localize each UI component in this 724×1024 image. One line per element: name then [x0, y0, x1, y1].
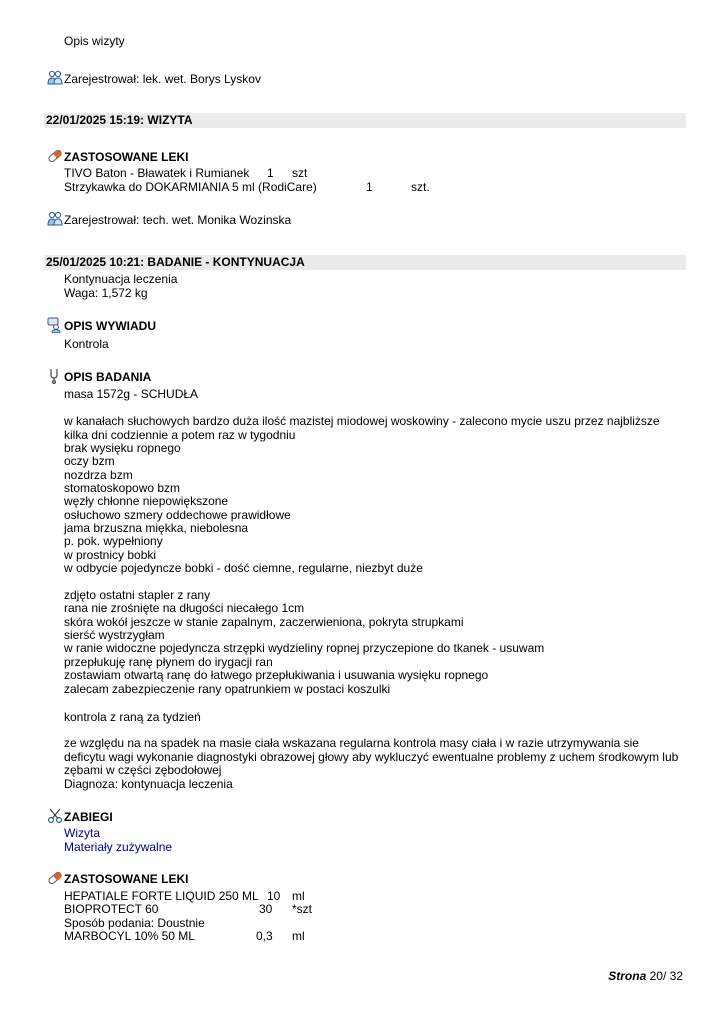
exam-line: w ranie widoczne pojedyncza strzępki wydzieliny ropnej przyczepione do tkanek - usuwam: [64, 641, 545, 655]
drug-name: BIOPROTECT 60: [64, 902, 159, 916]
vet-people-icon: [47, 70, 63, 86]
interview-title: [47, 315, 156, 333]
drug-name: Strzykawka do DOKARMIANIA 5 ml (RodiCare): [64, 180, 317, 194]
exam-line: w odbycie pojedyncze bobki - dość ciemne, regularne, niezbyt duże: [64, 561, 423, 575]
exam-line: skóra wokół jeszcze w stanie zapalnym, zaczerwieniona, pokryta strupkami: [64, 615, 464, 629]
exam-line: oczy bzm: [64, 454, 115, 468]
exam-line: kontrola z raną za tydzień: [64, 710, 201, 724]
vet-people-icon: [47, 211, 63, 227]
drugs-title-text: ZASTOSOWANE LEKI: [64, 872, 189, 886]
exam-line: ze względu na na spadek na masie ciała wskazana regularna kontrola masy ciała i w razie utrzymywania sie: [64, 736, 639, 750]
drugs-title-2: [47, 868, 188, 886]
exam-line: stomatoskopowo bzm: [64, 481, 181, 495]
visit-description-label: Opis wizyty: [64, 34, 125, 48]
drug-unit: szt.: [411, 180, 430, 194]
exam-line: nozdrza bzm: [64, 468, 133, 482]
page-footer: [608, 969, 683, 983]
exam-line: p. pok. wypełniony: [64, 534, 163, 548]
drug-unit: ml: [292, 929, 305, 943]
exam-line: węzły chłonne niepowiększone: [64, 494, 229, 508]
visit-info-line: Kontynuacja leczenia: [64, 272, 178, 286]
drug-unit: szt: [292, 166, 308, 180]
exam-line: zdjęto ostatni stapler z rany: [64, 588, 211, 602]
procedures-title-text: ZABIEGI: [64, 810, 113, 824]
exam-line: rana nie zrośnięte na długości niecałego 1cm: [64, 601, 305, 615]
exam-line: w kanałach słuchowych bardzo duża ilość mazistej miodowej woskowiny - zalecono mycie uszu przez najbliższe: [64, 414, 660, 428]
drug-name: HEPATIALE FORTE LIQUID 250 ML: [64, 889, 259, 903]
interview-icon: [47, 317, 63, 333]
visit-info-line: Waga: 1,572 kg: [64, 286, 148, 300]
registered-by-row-2: [47, 209, 291, 227]
page-number: 20/ 32: [649, 969, 683, 983]
visit-header-1: 22/01/2025 15:19: WIZYTA: [44, 113, 686, 128]
exam-line: w prostnicy bobki: [64, 548, 157, 562]
drug-unit: ml: [292, 889, 305, 903]
exam-line: zostawiam otwartą ranę do łatwego przepłukiwania i usuwania wysięku ropnego: [64, 668, 489, 682]
pill-icon: [47, 870, 63, 886]
registered-by-row-1: [47, 68, 261, 86]
scissors-icon: [47, 808, 63, 824]
drug-name: MARBOCYL 10% 50 ML: [64, 929, 195, 943]
exam-line: masa 1572g - SCHUDŁA: [64, 387, 199, 401]
exam-line: kilka dni codziennie a potem raz w tygodniu: [64, 428, 296, 442]
exam-line: jama brzuszna miękka, niebolesna: [64, 521, 249, 535]
procedure-item: Wizyta: [64, 826, 100, 840]
drug-qty: 10: [267, 889, 281, 903]
exam-line: zalecam zabezpieczenie rany opatrunkiem w postaci koszulki: [64, 682, 391, 696]
drug-name: Sposób podania: Doustnie: [64, 916, 205, 930]
drugs-title-text: ZASTOSOWANE LEKI: [64, 150, 189, 164]
exam-line: sierść wystrzygłam: [64, 628, 165, 642]
interview-title-text: OPIS WYWIADU: [64, 319, 156, 333]
exam-line: brak wysięku ropnego: [64, 441, 181, 455]
registered-by-text: Zarejestrował: tech. wet. Monika Wozinska: [64, 213, 292, 227]
exam-line: zębami w części zębodołowej: [64, 763, 222, 777]
exam-line: Diagnoza: kontynuacja leczenia: [64, 777, 233, 791]
drugs-title-1: [47, 146, 188, 164]
exam-title: [47, 366, 151, 384]
drug-unit: *szt: [292, 902, 313, 916]
drug-qty: 30: [259, 902, 273, 916]
pill-icon: [47, 148, 63, 164]
interview-text: Kontrola: [64, 337, 109, 351]
exam-line: deficytu wagi wykonanie diagnostyki obrazowej głowy aby wykluczyć ewentualne problemy z uchem środkowym lub: [64, 750, 679, 764]
exam-title-text: OPIS BADANIA: [64, 370, 152, 384]
stethoscope-icon: [47, 368, 63, 384]
drug-qty: 1: [267, 166, 274, 180]
page-label: Strona: [608, 969, 647, 983]
visit-header-2: 25/01/2025 10:21: BADANIE - KONTYNUACJA: [44, 255, 686, 270]
exam-line: przepłukuję ranę płynem do irygacji ran: [64, 655, 273, 669]
drug-qty: 1: [366, 180, 373, 194]
drug-name: TIVO Baton - Bławatek i Rumianek: [64, 166, 250, 180]
procedures-title: [47, 806, 113, 824]
procedure-item: Materiały zużywalne: [64, 840, 173, 854]
registered-by-text: Zarejestrował: lek. wet. Borys Lyskov: [64, 72, 261, 86]
exam-line: osłuchowo szmery oddechowe prawidłowe: [64, 508, 291, 522]
drug-qty: 0,3: [256, 929, 273, 943]
